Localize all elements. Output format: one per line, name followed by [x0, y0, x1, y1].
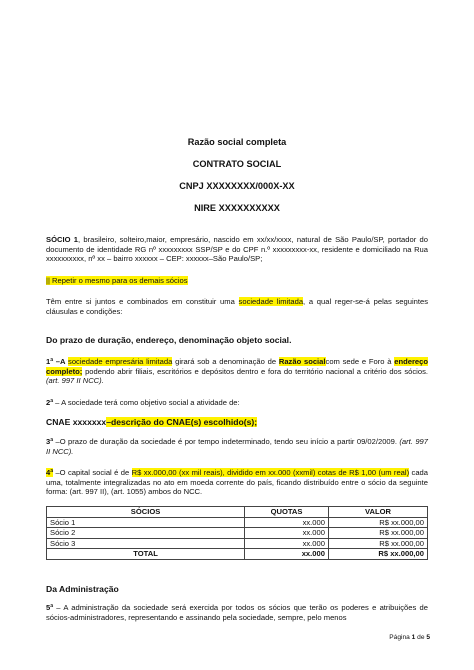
clause-1-hl-name: Razão social [278, 357, 326, 366]
partners-table [46, 506, 428, 560]
clause-5-number: 5ª [46, 603, 54, 612]
company-name-heading: Razão social completa [187, 137, 287, 147]
contract-title: CONTRATO SOCIAL [192, 159, 282, 169]
partner-quotas: xx.000 [245, 528, 329, 539]
cnae-line [46, 418, 428, 428]
table-header-row [47, 507, 428, 518]
partner-1-paragraph [46, 235, 428, 264]
clause-3-text: –O prazo de duração da sociedade é por tempo indeterminado, tendo seu início a partir 09/02/2009. [53, 437, 400, 446]
clause-4-before: –O capital social é de [53, 468, 132, 477]
col-header-value: VALOR [328, 507, 427, 518]
clause-2-text: – A sociedade terá como objetivo social a atividade de: [53, 398, 240, 407]
clause-1-number: 1ª [46, 357, 54, 366]
repeat-note: || Repetir o mesmo para os demais sócios [46, 276, 188, 285]
clause-3-paragraph [46, 437, 428, 456]
intro-paragraph [46, 297, 428, 316]
table-row [47, 528, 428, 539]
col-header-partners: SÓCIOS [47, 507, 245, 518]
clause-3-ref: (art. 997 II NCC). [46, 437, 428, 456]
total-quotas: xx.000 [245, 549, 329, 560]
cnpj-line: CNPJ XXXXXXXX/000X-XX [179, 181, 295, 191]
clause-4-paragraph [46, 468, 428, 497]
clause-1-ref: (art. 997 II NCC). [46, 376, 104, 386]
partner-1-label: SÓCIO 1 [46, 235, 78, 244]
clause-5-paragraph [46, 603, 428, 622]
cnae-description: –descrição do CNAE(s) escolhido(s); [106, 417, 258, 427]
partner-value: R$ xx.000,00 [328, 528, 427, 539]
cnae-code: CNAE xxxxxxx [46, 417, 107, 427]
partner-name: Sócio 1 [47, 517, 245, 528]
intro-before: Têm entre si juntos e combinados em constituir uma [46, 297, 239, 306]
clause-5-text: – A administração da sociedade será exercida por todos os sócios que terão os poderes e atribuições de sócios-administradores, representando e assinando pela sociedade, sempre, pelo menos [46, 603, 428, 622]
clause-4-highlight: R$ xx.000,00 (xx mil reais), dividido em xx.000 (xxmil) cotas de R$ 1,00 (um real) [131, 468, 410, 477]
page-footer [389, 633, 430, 643]
clause-3-number: 3ª [46, 437, 54, 446]
clause-2-paragraph [46, 398, 428, 408]
partner-1-text: , brasileiro, solteiro,maior, empresário, nascido em xx/xx/xxxx, natural de São Paulo/SP, portador do documento de identidade RG nº xxxxxxxxx SSP/SP e do CPF n.º xxxxxxxxx-xx, residente e domiciliado na Rua xxxxxxxxxx, nº xx – bairro xxxxxx – CEP: xxxxxx–São Paulo/SP; [46, 235, 428, 264]
clause-4-number: 4ª [46, 468, 54, 477]
clause-1-hl-type: sociedade empresária limitada [68, 357, 173, 366]
total-label: TOTAL [47, 549, 245, 560]
partner-value: R$ xx.000,00 [328, 517, 427, 528]
clause-4-after: cada uma, totalmente integralizadas no ato em moeda corrente do país, ficando distribuído entre o sócio da seguinte forma: (art. 997 II), (art. 1055) ambos do NCC. [46, 468, 428, 497]
page-number: 1 [411, 634, 416, 641]
table-total-row [47, 549, 428, 560]
clause-1-dash: –A [53, 357, 69, 366]
total-value: R$ xx.000,00 [328, 549, 427, 560]
table-row [47, 517, 428, 528]
intro-after: , a qual reger-se-á pelas seguintes cláusulas e condições: [46, 297, 428, 316]
partner-quotas: xx.000 [245, 538, 329, 549]
table-row [47, 538, 428, 549]
clause-1-text-c: podendo abrir filiais, escritórios e depósitos dentro e fora do território nacional a critério dos sócios. [82, 366, 428, 376]
page-total: 5 [426, 634, 430, 641]
page-label: Página [389, 634, 412, 641]
partner-name: Sócio 2 [47, 528, 245, 539]
partner-name: Sócio 3 [47, 538, 245, 549]
repeat-note-paragraph [46, 276, 428, 286]
clause-1-text-b: com sede e Foro à [325, 357, 395, 366]
section-2-title: Da Administração [46, 584, 119, 594]
section-1-title: Do prazo de duração, endereço, denominação objeto social. [46, 335, 292, 345]
clause-1-paragraph [46, 357, 428, 386]
partner-value: R$ xx.000,00 [328, 538, 427, 549]
clause-1-text-a: girará sob a denominação de [172, 357, 279, 366]
col-header-quotas: QUOTAS [245, 507, 329, 518]
clause-2-number: 2ª [46, 398, 54, 407]
partner-quotas: xx.000 [245, 517, 329, 528]
page-of: de [415, 634, 427, 641]
nire-line: NIRE XXXXXXXXXX [194, 203, 280, 213]
clause-1-hl-address: endereço completo; [46, 357, 428, 376]
intro-highlight: sociedade limitada [238, 297, 304, 306]
